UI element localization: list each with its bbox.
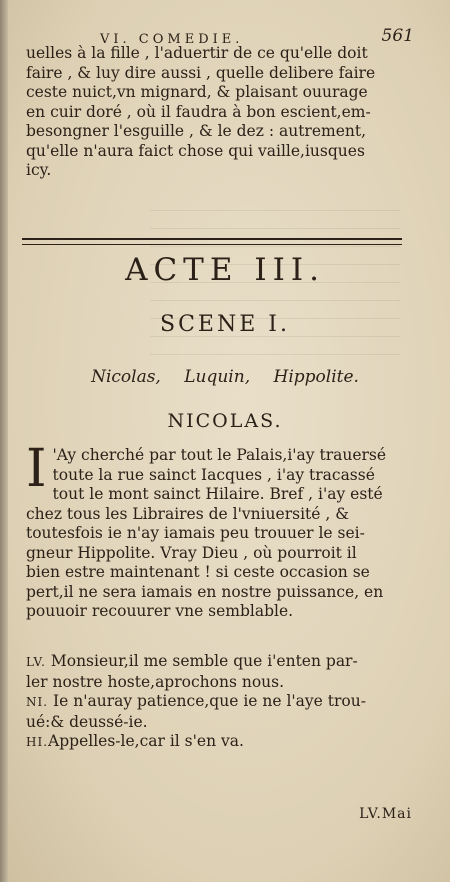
running-head: VI. COMEDIE. bbox=[100, 32, 244, 47]
dialogue-text: Monsieur,il me semble que i'enten par- bbox=[50, 652, 358, 670]
dialogue-line: ler nostre hoste,aprochons nous. bbox=[26, 672, 285, 691]
page-gutter-shadow bbox=[0, 0, 8, 882]
text-line: 'Ay cherché par tout le Palais,i'ay trauersé bbox=[52, 446, 387, 464]
section-divider-rule bbox=[22, 238, 402, 245]
text-line: bien estre maintenant ! si ceste occasion se bbox=[26, 563, 370, 581]
dialogue-text: Appelles-le,car il s'en va. bbox=[48, 732, 244, 750]
text-line: ceste nuict,vn mignard, & plaisant ouurage bbox=[26, 83, 368, 101]
dialogue-line: ué:& deussé-ie. bbox=[26, 712, 148, 731]
text-line: tout le mont sainct Hilaire. Bref , i'ay esté bbox=[52, 485, 383, 503]
text-line: qu'elle n'aura faict chose qui vaille,iusques bbox=[26, 141, 365, 160]
dialogue-text: Ie n'auray patience,que ie ne l'aye trou- bbox=[53, 692, 366, 710]
text-line: pouuoir recouurer vne semblable. bbox=[26, 602, 294, 620]
speaker-label: NI. bbox=[26, 695, 49, 709]
text-line: besongner l'esguille , & le dez : autrement, bbox=[26, 122, 367, 140]
speaker-heading: NICOLAS. bbox=[167, 410, 283, 432]
speaker-label: LV. bbox=[26, 655, 46, 669]
text-line: pert,il ne sera iamais en nostre puissance, en bbox=[26, 582, 384, 601]
text-line: en cuir doré , où il faudra à bon escient,em- bbox=[26, 102, 371, 121]
dialogue-line bbox=[26, 692, 418, 713]
text-line: chez tous les Libraires de l'vniuersité , & bbox=[26, 504, 350, 523]
page-number: 561 bbox=[381, 26, 414, 46]
drop-cap: I bbox=[26, 439, 47, 499]
text-line: faire , & luy dire aussi , quelle delibere faire bbox=[26, 63, 376, 82]
text-line: toute la rue sainct Iacques , i'ay tracassé bbox=[52, 465, 375, 484]
text-line: uelles à la fille , l'aduertir de ce qu'elle doit bbox=[26, 44, 368, 62]
catchword: LV.Mai bbox=[359, 806, 412, 822]
text-line: icy. bbox=[26, 161, 52, 179]
speaker-label: HI. bbox=[26, 735, 49, 749]
speech-paragraph bbox=[26, 439, 418, 622]
scene-title: SCENE I. bbox=[160, 312, 290, 337]
dialogue-line bbox=[26, 732, 418, 753]
text-line: toutesfois ie n'ay iamais peu trouuer le sei- bbox=[26, 524, 365, 542]
character-list: Nicolas, Luquin, Hippolite. bbox=[91, 367, 359, 387]
dialogue-line bbox=[26, 652, 418, 673]
dialogue-block bbox=[26, 652, 418, 753]
act-title: ACTE III. bbox=[125, 252, 325, 288]
intro-paragraph bbox=[26, 44, 418, 181]
text-line: gneur Hippolite. Vray Dieu , où pourroit il bbox=[26, 543, 357, 562]
